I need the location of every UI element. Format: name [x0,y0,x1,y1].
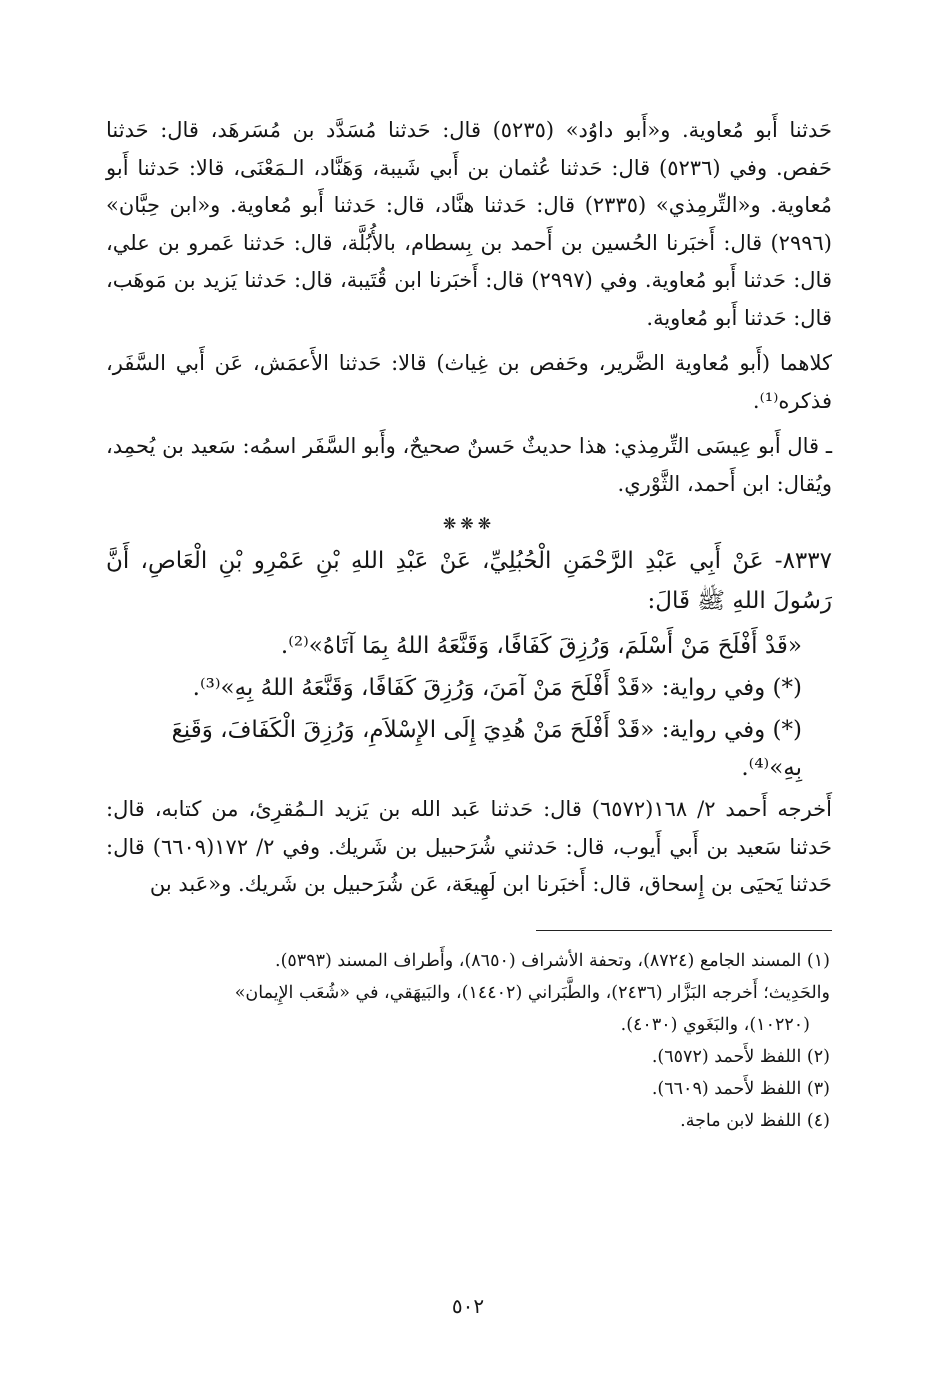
hadith-matn-2: (*) وفي رواية: «قَدْ أَفْلَحَ مَنْ آمَنَ، وَرُزِقَ كَفَافًا، وَقَنَّعَهُ اللهُ بِهِ»⁽³⁾. [192,675,802,701]
footnote-1: (١) المسند الجامع (٨٧٢٤)، وتحفة الأشراف (٨٦٥٠)، وأَطراف المسند (٥٣٩٣). [275,950,830,971]
footnote-2: (٢) اللفظ لأَحمد (٦٥٧٢). [651,1046,830,1067]
footnote-4: (٤) اللفظ لابن ماجة. [680,1110,830,1131]
hadith-matn-3: (*) وفي رواية: «قَدْ أَفْلَحَ مَنْ هُدِيَ إِلَى الإِسْلاَمِ، وَرُزِقَ الْكَفَافَ، وَقَنِعَ بِهِ»⁽⁴⁾. [171,717,802,781]
footnote-divider [536,930,832,931]
isnad-paragraph-2: كلاهما (أَبو مُعاوية الضَّرير، وحَفص بن غِياث) قالا: حَدثنا الأَعمَش، عَن أَبي السَّفَر، فذكره⁽¹⁾. [106,351,832,413]
footnote-1-continuation: والحَدِيث؛ أَخرجه البَزَّار (٢٤٣٦)، والطَّبَراني (١٤٤٠٢)، والبَيهَقي، في «شُعَب الإِيمان» [234,982,830,1003]
isnad-paragraph-1: حَدثنا أَبو مُعاوية. و«أَبو داوُد» (٥٢٣٥) قال: حَدثنا مُسَدَّد بن مُسَرهَد، قال: حَدثنا حَفص. وفي (٥٢٣٦) قال: حَدثنا عُثمان بن أَبي شَيبة، وَهَنَّاد، الـمَعْنَى، قالا: حَدثنا أَبو مُعاوية. و«التِّرمِذي» (٢٣٣٥) قال: حَدثنا هنَّاد، قال: حَدثنا أَبو مُعاوية. و«ابن حِبَّان» (٢٩٩٦) قال: أَخبَرنا الحُسين بن أَحمد بن بِسطام، بالأُبُلَّة، قال: حَدثنا عَمرو بن علي، قال: حَدثنا أَبو مُعاوية. وفي (٢٩٩٧) قال: أَخبَرنا ابن قُتَيبة، قال: حَدثنا يَزيد بن مَوهَب، قال: حَدثنا أَبو مُعاوية. [106,118,832,330]
tirmidhi-comment: ـ قال أَبو عِيسَى التِّرمِذي: هذا حديثٌ حَسنٌ صحيحٌ، وأَبو السَّفَر اسمُه: سَعيد بن يُحمِد، ويُقال: ابن أَحمد، الثَّوْري. [106,434,832,496]
page-number: ٥٠٢ [451,1294,485,1318]
hadith-heading: ٨٣٣٧- عَنْ أَبِي عَبْدِ الرَّحْمَنِ الْحُبُلِيِّ، عَنْ عَبْدِ اللهِ بْنِ عَمْرِو بْنِ الْعَاصِ، أَنَّ رَسُولَ اللهِ ﷺ قَالَ: [106,548,832,614]
footnote-3: (٣) اللفظ لأَحمد (٦٦٠٩). [651,1078,830,1099]
hadith-matn-1: «قَدْ أَفْلَحَ مَنْ أَسْلَمَ، وَرُزِقَ كَفَافًا، وَقَنَّعَهُ اللهُ بِمَا آتَاهُ»⁽²⁾. [280,633,802,659]
takhrij-paragraph: أَخرجه أَحمد ٢/ ١٦٨(٦٥٧٢) قال: حَدثنا عَبد الله بن يَزيد الـمُقرِئ، من كتابه، قال: حَدثنا سَعيد بن أَبي أَيوب، قال: حَدثني شُرَحبيل بن شَريك. وفي ٢/ ١٧٢(٦٦٠٩) قال: حَدثنا يَحيَى بن إِسحاق، قال: أَخبَرنا ابن لَهِيعَة، عَن شُرَحبيل بن شَريك. و«عَبد بن [106,797,832,896]
section-separator: ❋❋❋ [442,514,496,533]
footnotes [106,945,832,1137]
footnote-1-continuation-2: (١٠٢٢٠)، والبَغَوي (٤٠٣٠). [620,1014,810,1035]
